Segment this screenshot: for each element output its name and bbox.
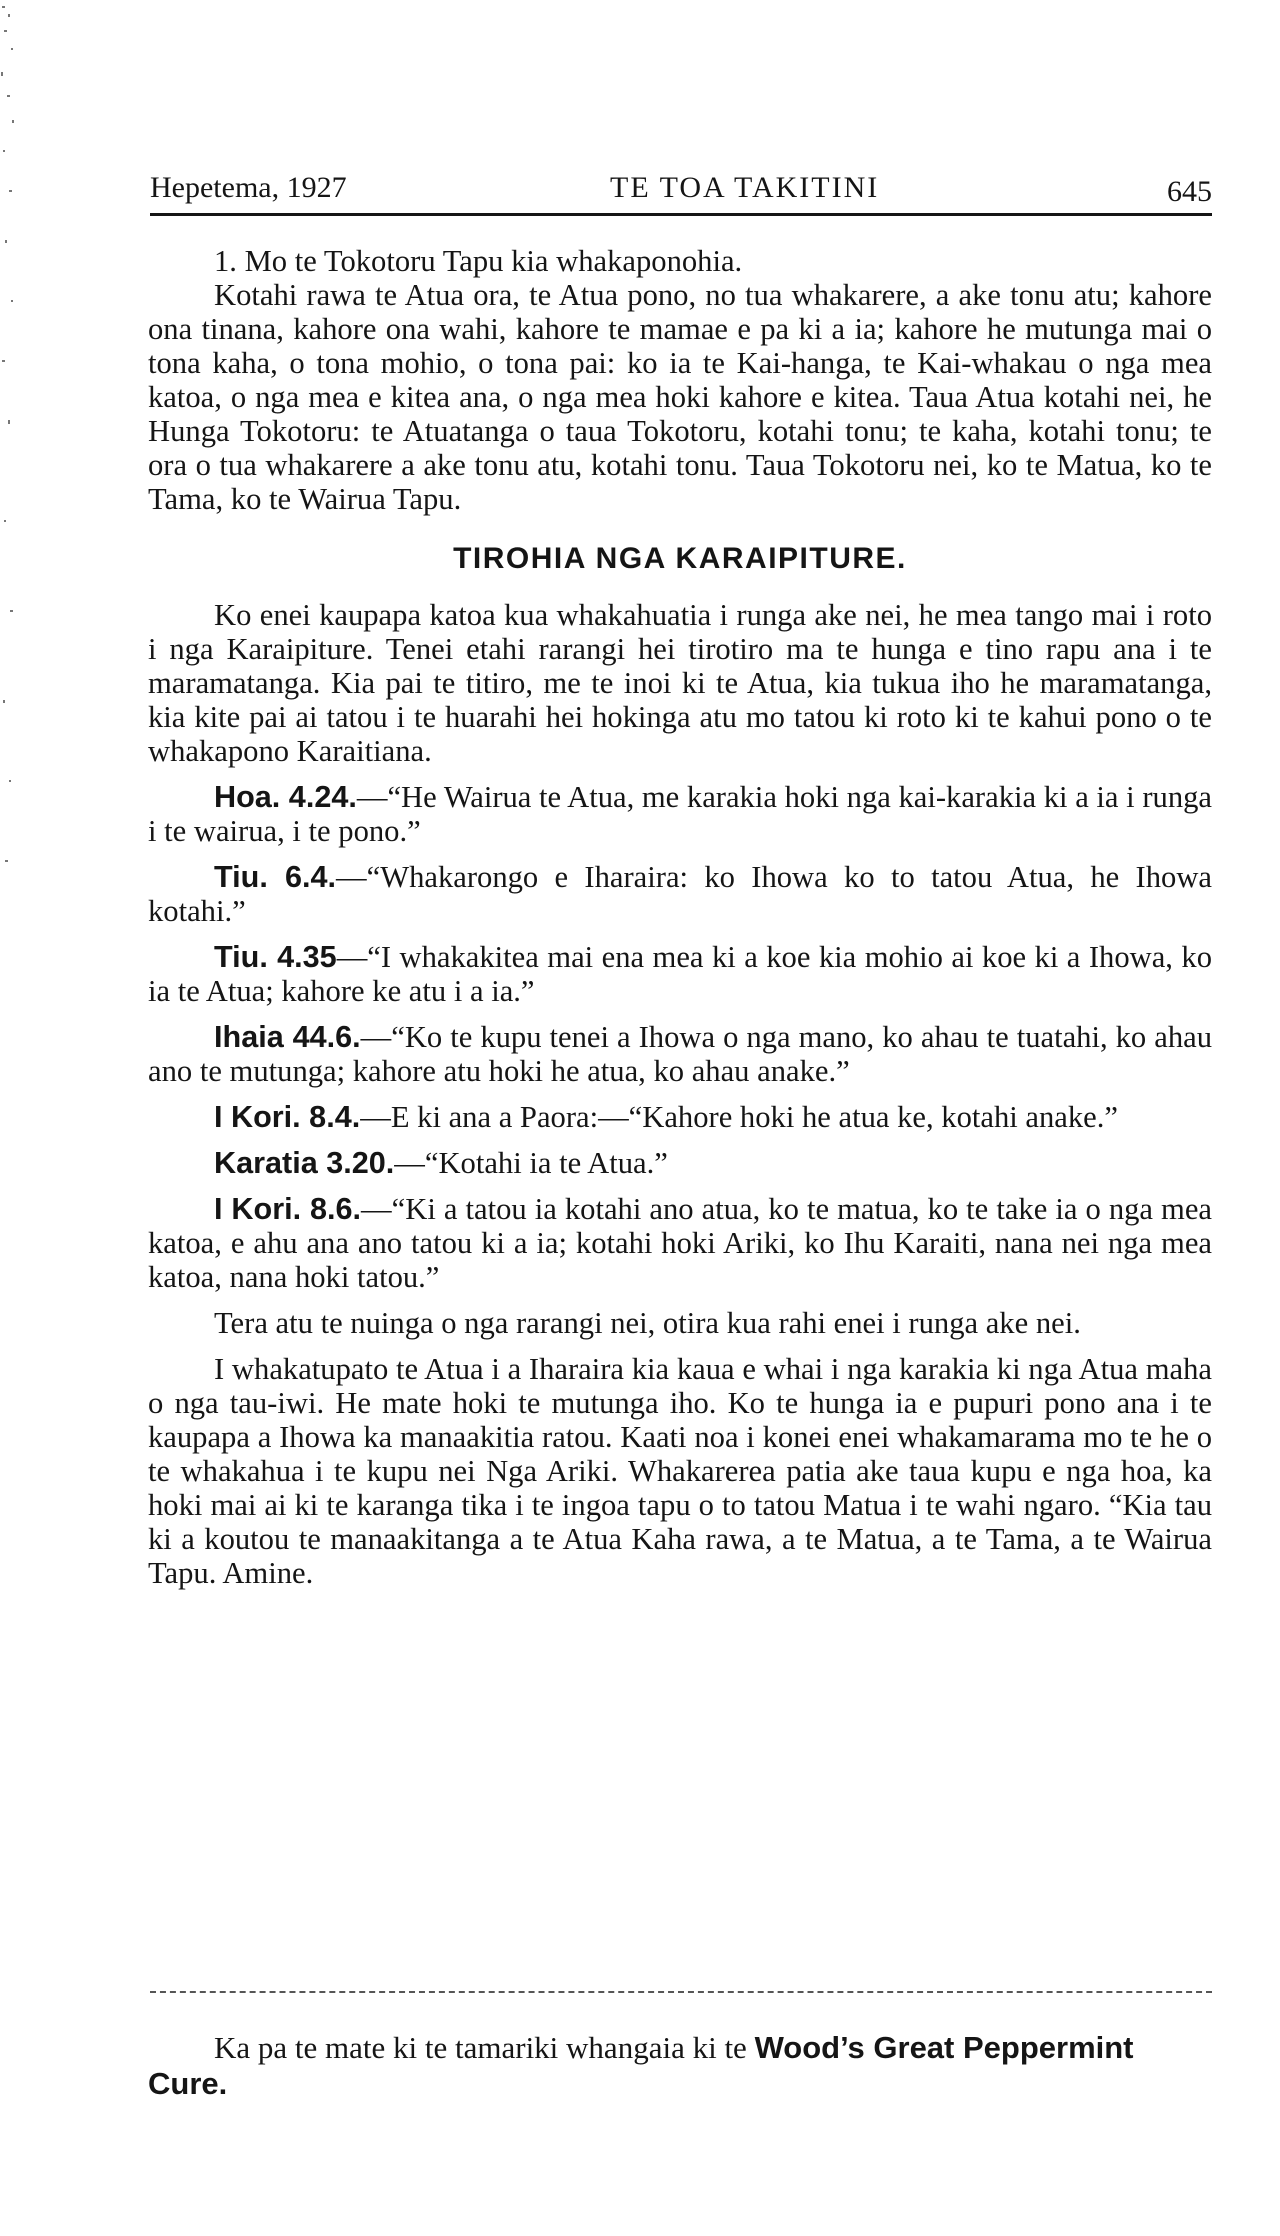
advert-text: Ka pa te mate ki te tamariki whangaia ki te <box>214 2030 755 2065</box>
advert-line <box>148 2030 1212 2102</box>
reference-label: Tiu. 6.4. <box>214 860 337 894</box>
scripture-reference <box>148 1020 1212 1088</box>
section-heading: TIROHIA NGA KARAIPITURE. <box>453 542 907 575</box>
advertisement <box>148 2030 1212 2102</box>
reference-text: —“I whakakitea mai ena mea ki a koe kia mohio ai koe ki a Ihowa, ko ia te Atua; kahore ke atu i a ia.” <box>148 940 1212 1008</box>
scan-edge-noise <box>0 0 16 900</box>
reference-text: —“Kotahi ia te Atua.” <box>394 1146 668 1180</box>
reference-label: Tiu. 4.35 <box>214 940 337 974</box>
reference-text: —“He Wairua te Atua, me karakia hoki nga kai-karakia ki a ia i runga i te wairua, i te pono.” <box>148 780 1212 848</box>
reference-label: Hoa. 4.24. <box>214 780 357 814</box>
scripture-reference <box>148 940 1212 1008</box>
section-intro: Ko enei kaupapa katoa kua whakahuatia i runga ake nei, he mea tango mai i roto i nga Karaipiture. Tenei etahi rarangi hei tirotiro ma te hunga e tino rapu ana i te maramatanga. Kia pai te titiro, me te inoi ki te Atua, kia tukua iho he maramatanga, kia kite pai ai tatou i te huarahi hei hokinga atu mo tatou ki roto ki te kahui pono o te whakapono Karaitiana. <box>148 598 1212 768</box>
scripture-reference <box>148 1146 1212 1180</box>
advert-brand: Wood’s Great Peppermint Cure. <box>148 2030 1134 2101</box>
reference-label: I Kori. 8.4. <box>214 1100 361 1134</box>
reference-label: Ihaia 44.6. <box>214 1020 361 1054</box>
reference-text: —E ki ana a Paora:—“Kahore hoki he atua ke, kotahi anake.” <box>360 1100 1118 1134</box>
numbered-item-heading: 1. Mo te Tokotoru Tapu kia whakaponohia. <box>214 244 743 278</box>
closing-paragraph: Tera atu te nuinga o nga rarangi nei, otira kua rahi enei i runga ake nei. <box>214 1306 1081 1340</box>
closing-paragraph: I whakatupato te Atua i a Iharaira kia kaua e whai i nga karakia ki nga Atua maha o nga tau-iwi. He mate hoki te mutunga iho. Ko te hunga ia e pupuri pono ana i te kaupapa a Ihowa ka manaakitia ratou. Kaati noa i konei enei whakamarama mo te he o te whakahua i te kupu nei Nga Ariki. Whakarerea patia ake taua kupu e nga hoa, ka hoki mai ai ki te karanga tika i te ingoa tapu o to tatou Matua i te wahi ngaro. “Kia tau ki a koutou te manaakitanga a te Atua Kaha rawa, a te Matua, a te Tama, a te Wairua Tapu. Amine. <box>148 1352 1212 1590</box>
header-rule <box>150 213 1212 216</box>
issue-date: Hepetema, 1927 <box>150 171 347 204</box>
reference-text: —“Ki a tatou ia kotahi ano atua, ko te matua, ko te take ia o nga mea katoa, e ahu ana ano tatou ki a ia; kotahi hoki Ariki, ko Ihu Karaiti, nana nei nga mea katoa, nana hoki tatou.” <box>148 1192 1213 1294</box>
reference-text: —“Whakarongo e Iharaira: ko Ihowa ko to tatou Atua, he Ihowa kotahi.” <box>148 860 1212 928</box>
running-header <box>150 168 1212 208</box>
scripture-reference <box>148 1192 1212 1294</box>
page-number: 645 <box>1167 175 1212 208</box>
reference-label: Karatia 3.20. <box>214 1146 395 1180</box>
article-paragraph: Kotahi rawa te Atua ora, te Atua pono, no tua whakarere, a ake tonu atu; kahore ona tinana, kahore ona wahi, kahore te mamae e pa ki a ia; kahore he mutunga mai o tona kaha, o tona mohio, o tona pai: ko ia te Kai-hanga, te Kai-whakau o nga mea katoa, o nga mea e kitea ana, o nga mea hoki kahore e kitea. Taua Atua kotahi nei, he Hunga Tokotoru: te Atuatanga o taua Tokotoru, kotahi tonu; te kaha, kotahi tonu; te ora o tua whakarere a ake tonu atu, kotahi tonu. Taua Tokotoru nei, ko te Matua, ko te Tama, ko te Wairua Tapu. <box>148 278 1212 516</box>
publication-title: TE TOA TAKITINI <box>610 171 880 204</box>
scripture-reference <box>148 1100 1212 1134</box>
article-body <box>148 244 1212 1590</box>
reference-text: —“Ko te kupu tenei a Ihowa o nga mano, ko ahau te tuatahi, ko ahau ano te mutunga; kahore atu hoki he atua, ko ahau anake.” <box>148 1020 1213 1088</box>
footer-separator <box>150 1991 1212 1993</box>
reference-label: I Kori. 8.6. <box>214 1192 362 1226</box>
scripture-reference <box>148 860 1212 928</box>
scripture-reference <box>148 780 1212 848</box>
